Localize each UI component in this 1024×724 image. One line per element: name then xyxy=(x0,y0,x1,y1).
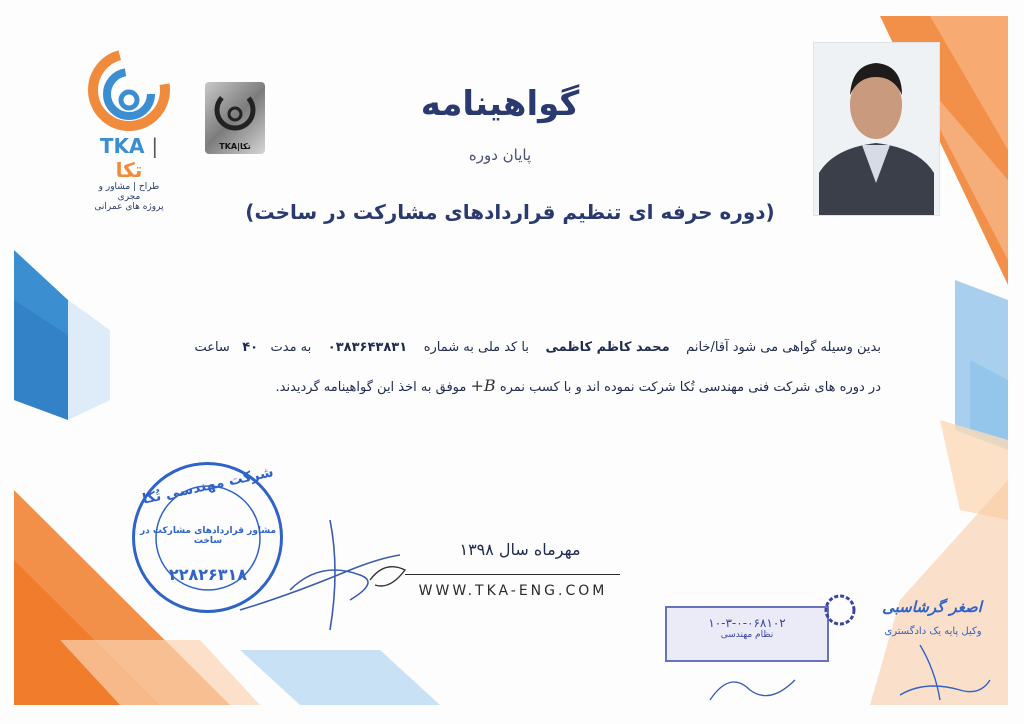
recipient-name: محمد کاظم کاظمی xyxy=(545,340,670,355)
id-label: با کد ملی به شماره xyxy=(423,340,529,355)
tka-logo: TKA | تکا طراح | مشاور و مجری پروژه های عمرانی xyxy=(88,42,170,192)
logo-tagline-1: طراح | مشاور و مجری xyxy=(98,182,160,202)
signatory-signature-icon xyxy=(880,640,1000,710)
grade-value: B+ xyxy=(470,376,496,395)
registry-stamp-line2: نظام مهندسی xyxy=(720,630,774,640)
line2-text-a: در دوره های شرکت فنی مهندسی تُکا شرکت نموده اند و با کسب نمره xyxy=(499,380,881,395)
logo-tagline-2: پروژه های عمرانی xyxy=(94,202,164,212)
logo-brand-fa: تکا xyxy=(115,158,143,182)
stamp-middle-text: مشاور قراردادهای مشارکت در ساخت xyxy=(139,526,277,546)
signatory-name: اصغر گرشاسبی xyxy=(882,598,982,616)
body-line-1 xyxy=(194,340,881,355)
duration-label: به مدت xyxy=(270,340,312,355)
line2-text-b: موفق به اخذ این گواهینامه گردیدند. xyxy=(275,380,467,395)
divider xyxy=(405,574,620,575)
stamp-top-text: شرکت مهندسی تُکا xyxy=(141,464,275,508)
registry-stamp xyxy=(665,606,829,662)
certificate-title: گواهینامه xyxy=(420,84,580,124)
registry-seal-icon xyxy=(820,590,860,630)
secondary-signature-icon xyxy=(700,660,810,710)
stamp-number: ۲۲۸۲۶۳۱۸ xyxy=(168,565,248,584)
signature-icon xyxy=(230,500,420,640)
issue-date: مهرماه سال ۱۳۹۸ xyxy=(459,540,581,559)
hours-unit: ساعت xyxy=(194,340,230,355)
certificate-subtitle: پایان دوره xyxy=(468,146,532,164)
course-title: (دوره حرفه ای تنظیم قراردادهای مشارکت در ساخت) xyxy=(245,200,775,224)
intro-text: بدین وسیله گواهی می شود آقا/خانم xyxy=(686,340,881,355)
course-hours: ۴۰ xyxy=(242,340,259,355)
signatory-role: وکیل پایه یک دادگستری xyxy=(884,626,982,637)
national-id: ۰۳۸۳۶۴۳۸۳۱ xyxy=(327,340,408,355)
portrait-photo xyxy=(813,42,940,216)
website-url: WWW.TKA-ENG.COM xyxy=(418,583,608,599)
body-line-2 xyxy=(276,376,882,395)
hologram-badge-icon xyxy=(205,82,265,154)
registry-stamp-line1: ۱۰-۳-۰-۰۶۸۱۰۲ xyxy=(708,616,786,630)
badge-text: TKA|تکا xyxy=(219,142,251,151)
logo-brand-latin: TKA xyxy=(99,134,145,158)
tka-logo-icon xyxy=(88,42,170,132)
